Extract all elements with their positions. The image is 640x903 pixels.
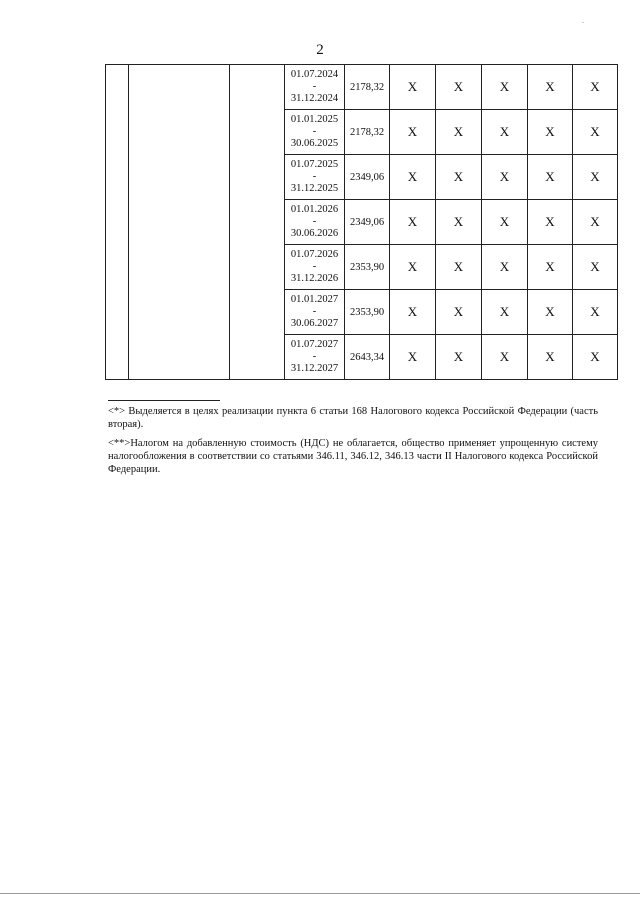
tariff-value-cell: 2178,32 bbox=[345, 65, 390, 110]
x-mark-cell: X bbox=[528, 335, 573, 380]
period-end: 31.12.2024 bbox=[290, 93, 339, 104]
period-end: 30.06.2026 bbox=[290, 228, 339, 239]
period-start: 01.01.2026 bbox=[290, 204, 339, 215]
tariff-value-cell: 2178,32 bbox=[345, 110, 390, 155]
period-start: 01.07.2027 bbox=[290, 339, 339, 350]
x-mark-cell: X bbox=[482, 155, 528, 200]
period-cell bbox=[285, 245, 345, 290]
tariff-value-cell: 2353,90 bbox=[345, 245, 390, 290]
dash: - bbox=[312, 216, 317, 227]
x-mark-cell: X bbox=[390, 200, 436, 245]
x-mark-cell: X bbox=[573, 200, 618, 245]
period-end: 30.06.2027 bbox=[290, 318, 339, 329]
period-start: 01.07.2024 bbox=[290, 69, 339, 80]
x-mark-cell: X bbox=[390, 65, 436, 110]
period-start: 01.01.2025 bbox=[290, 114, 339, 125]
x-mark-cell: X bbox=[482, 110, 528, 155]
period-end: 31.12.2026 bbox=[290, 273, 339, 284]
footnote-vat-exemption: <**>Налогом на добавленную стоимость (НДС) не облагается, общество применяет упрощенную систему налогообложения в соответствии со статьями 346.11, 346.12, 346.13 части II Налогового кодекса Российской Федерации. bbox=[108, 438, 598, 475]
dash: - bbox=[312, 261, 317, 272]
x-mark-cell: X bbox=[436, 245, 482, 290]
dash: - bbox=[312, 171, 317, 182]
period-end: 31.12.2025 bbox=[290, 183, 339, 194]
x-mark-cell: X bbox=[436, 65, 482, 110]
x-mark-cell: X bbox=[573, 110, 618, 155]
x-mark-cell: X bbox=[482, 200, 528, 245]
period-cell bbox=[285, 155, 345, 200]
period-cell bbox=[285, 110, 345, 155]
period-cell bbox=[285, 200, 345, 245]
x-mark-cell: X bbox=[482, 335, 528, 380]
merged-cell-type bbox=[230, 65, 285, 380]
dash: - bbox=[312, 81, 317, 92]
x-mark-cell: X bbox=[390, 155, 436, 200]
x-mark-cell: X bbox=[390, 245, 436, 290]
x-mark-cell: X bbox=[528, 110, 573, 155]
table-body bbox=[106, 65, 618, 380]
tariff-table bbox=[105, 64, 618, 380]
x-mark-cell: X bbox=[436, 155, 482, 200]
x-mark-cell: X bbox=[528, 65, 573, 110]
tariff-value-cell: 2353,90 bbox=[345, 290, 390, 335]
page-bottom-edge bbox=[0, 893, 640, 894]
period-cell bbox=[285, 65, 345, 110]
x-mark-cell: X bbox=[528, 155, 573, 200]
x-mark-cell: X bbox=[573, 65, 618, 110]
merged-cell-number bbox=[106, 65, 129, 380]
x-mark-cell: X bbox=[573, 245, 618, 290]
dash: - bbox=[312, 126, 317, 137]
period-cell bbox=[285, 335, 345, 380]
x-mark-cell: X bbox=[573, 335, 618, 380]
x-mark-cell: X bbox=[436, 290, 482, 335]
x-mark-cell: X bbox=[390, 110, 436, 155]
period-start: 01.01.2027 bbox=[290, 294, 339, 305]
tariff-value-cell: 2349,06 bbox=[345, 200, 390, 245]
footnotes bbox=[108, 405, 598, 482]
period-end: 30.06.2025 bbox=[290, 138, 339, 149]
x-mark-cell: X bbox=[482, 245, 528, 290]
period-start: 01.07.2025 bbox=[290, 159, 339, 170]
period-end: 31.12.2027 bbox=[290, 363, 339, 374]
table-row bbox=[106, 65, 618, 110]
x-mark-cell: X bbox=[390, 290, 436, 335]
tariff-value-cell: 2643,34 bbox=[345, 335, 390, 380]
tariff-value-cell: 2349,06 bbox=[345, 155, 390, 200]
merged-cell-name bbox=[129, 65, 230, 380]
x-mark-cell: X bbox=[390, 335, 436, 380]
x-mark-cell: X bbox=[528, 245, 573, 290]
period-start: 01.07.2026 bbox=[290, 249, 339, 260]
x-mark-cell: X bbox=[528, 200, 573, 245]
dash: - bbox=[312, 351, 317, 362]
x-mark-cell: X bbox=[436, 200, 482, 245]
x-mark-cell: X bbox=[482, 290, 528, 335]
dash: - bbox=[312, 306, 317, 317]
x-mark-cell: X bbox=[573, 155, 618, 200]
x-mark-cell: X bbox=[482, 65, 528, 110]
footnote-separator bbox=[108, 400, 220, 401]
x-mark-cell: X bbox=[436, 335, 482, 380]
page-number: 2 bbox=[316, 42, 324, 58]
x-mark-cell: X bbox=[528, 290, 573, 335]
corner-mark: . bbox=[582, 16, 584, 25]
period-cell bbox=[285, 290, 345, 335]
x-mark-cell: X bbox=[436, 110, 482, 155]
footnote-vat-allocation: <*> Выделяется в целях реализации пункта 6 статьи 168 Налогового кодекса Российской Федерации (часть вторая). bbox=[108, 406, 598, 430]
x-mark-cell: X bbox=[573, 290, 618, 335]
